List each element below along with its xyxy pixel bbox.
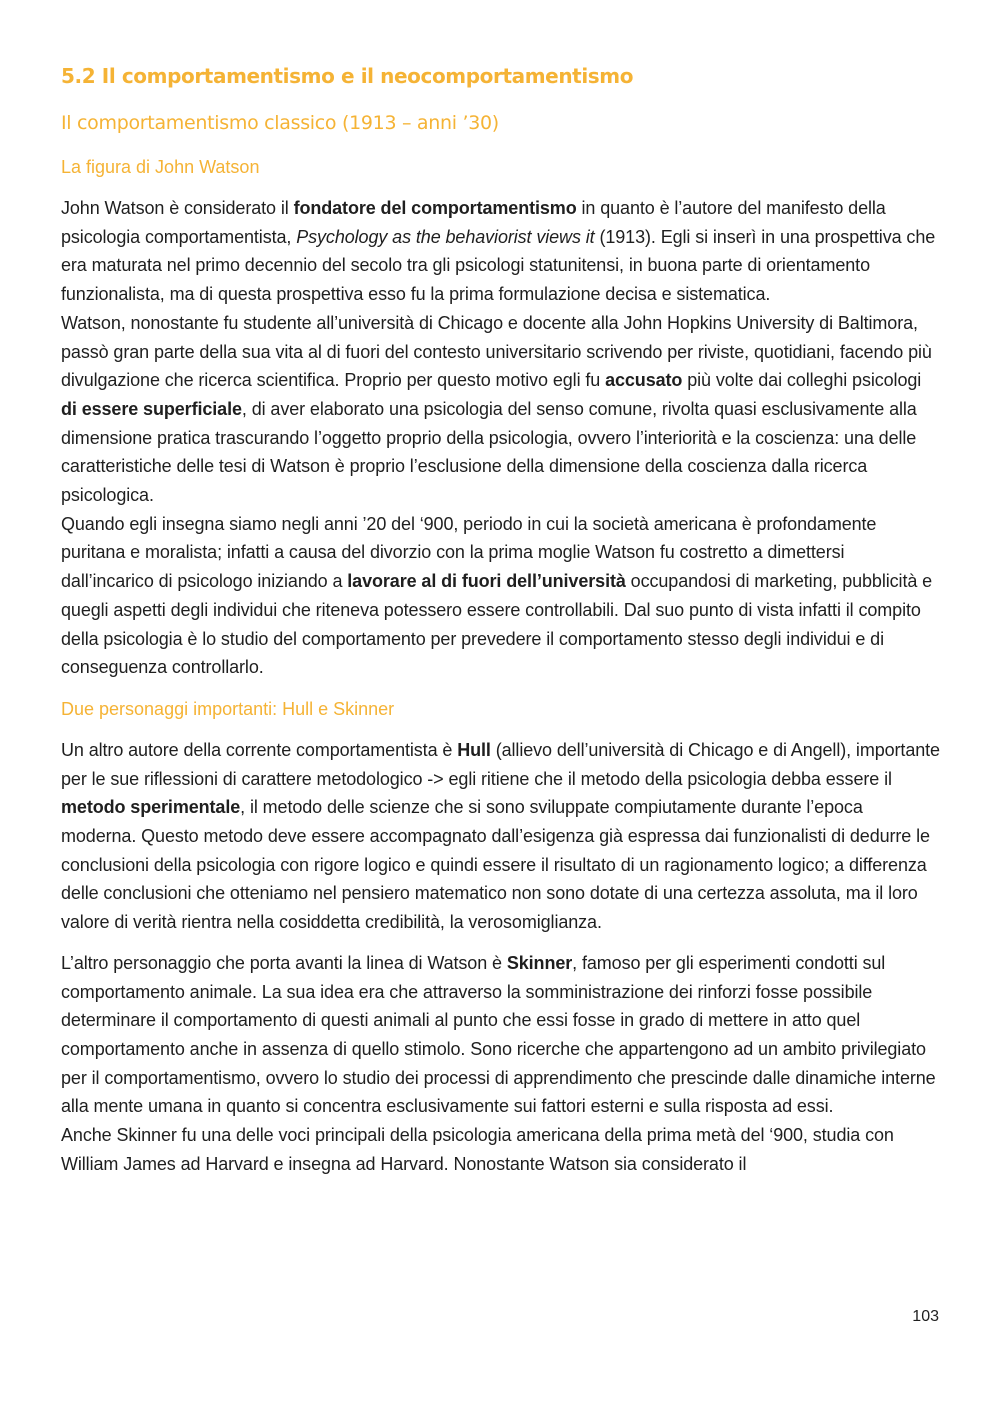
bold-text: Skinner (506, 952, 573, 973)
watson-paragraph-3: Quando egli insegna siamo negli anni ’20 del ‘900, periodo in cui la società americana è profondamente puritana e moralista; infatti a causa del divorzio con la prima moglie Watson fu costretto a dimettersi dall’incarico di psicologo iniziando a lavorare al di fuori dell’università occupandosi di marketing, pubblicità e quegli aspetti degli individui che riteneva potessero essere controllabili. Dal suo punto di vista infatti il compito della psicologia è lo studio del comportamento per prevedere il comportamento stesso degli individui e di conseguenza controllarlo. (61, 513, 933, 678)
page-number: 103 (912, 1308, 939, 1325)
bold-text: Hull (457, 739, 491, 760)
subsection-heading: Il comportamentismo classico (1913 – anni ’30) (61, 112, 499, 134)
watson-heading: La figura di John Watson (61, 157, 260, 177)
bold-text: di essere superficiale (61, 398, 242, 419)
skinner-paragraph-1: L’altro personaggio che porta avanti la linea di Watson è Skinner, famoso per gli esperimenti condotti sul comportamento animale. La sua idea era che attraverso la somministrazione dei rinforzi fosse possibile determinare il comportamento di questi animali al punto che essi fosse in grado di mettere in atto quel comportamento anche in assenza di quello stimolo. Sono ricerche che appartengono ad un ambito privilegiato per il comportamentismo, ovvero lo studio dei processi di apprendimento che prescinde dalle dinamiche interne alla mente umana in quanto si concentra esclusivamente sui fattori esterni e sulla risposta ad essi. (61, 952, 936, 1117)
skinner-paragraph-2: Anche Skinner fu una delle voci principali della psicologia americana della prima metà del ‘900, studia con William James ad Harvard e insegna ad Harvard. Nonostante Watson sia considerato il (61, 1125, 894, 1174)
section-heading: 5.2 Il comportamentismo e il neocomportamentismo (61, 64, 634, 88)
bold-text: fondatore del comportamentismo (293, 198, 577, 218)
bold-text: accusato (605, 370, 683, 391)
watson-paragraph-1: John Watson è considerato il fondatore del comportamentismo in quanto è l’autore del manifesto della psicologia comportamentista, Psychology as the behaviorist views it (1913). Egli si inserì in una prospettiva che era maturata nel primo decennio del secolo tra gli psicologi statunitensi, in buona parte di orientamento funzionalista, ma di questa prospettiva esso fu la prima formulazione decisa e sistematica. (61, 198, 936, 305)
document-page (61, 58, 941, 1179)
book-title: Psychology as the behaviorist views it (296, 226, 595, 247)
bold-text: lavorare al di fuori dell’università (347, 571, 626, 592)
hull-paragraph: Un altro autore della corrente comportamentista è Hull (allievo dell’università di Chicago e di Angell), importante per le sue riflessioni di carattere metodologico -> egli ritiene che il metodo della psicologia debba essere il metodo sperimentale, il metodo delle scienze che si sono sviluppate compiutamente durante l’epoca moderna. Questo metodo deve essere accompagnato dall’esigenza già espressa dai funzionalisti di dedurre le conclusioni della psicologia con rigore logico e quindi essere il risultato di un ragionamento logico; a differenza delle conclusioni che otteniamo nel pensiero matematico non sono dotate di una certezza assoluta, ma il loro valore di verità rientra nella cosiddetta credibilità, la verosomiglianza. (61, 739, 940, 933)
bold-text: metodo sperimentale (61, 797, 241, 818)
watson-paragraph-2: Watson, nonostante fu studente all’università di Chicago e docente alla John Hopkins University di Baltimora, passò gran parte della sua vita al di fuori del contesto universitario scrivendo per riviste, quotidiani, facendo più divulgazione che ricerca scientifica. Proprio per questo motivo egli fu accusato più volte dai colleghi psicologi di essere superficiale, di aver elaborato una psicologia del senso comune, rivolta quasi esclusivamente alla dimensione pratica trascurando l’oggetto proprio della psicologia, ovvero l’interiorità e la coscienza: una delle caratteristiche delle tesi di Watson è proprio l’esclusione della dimensione della coscienza dalla ricerca psicologica. (61, 312, 932, 506)
hull-skinner-heading: Due personaggi importanti: Hull e Skinner (61, 698, 395, 719)
